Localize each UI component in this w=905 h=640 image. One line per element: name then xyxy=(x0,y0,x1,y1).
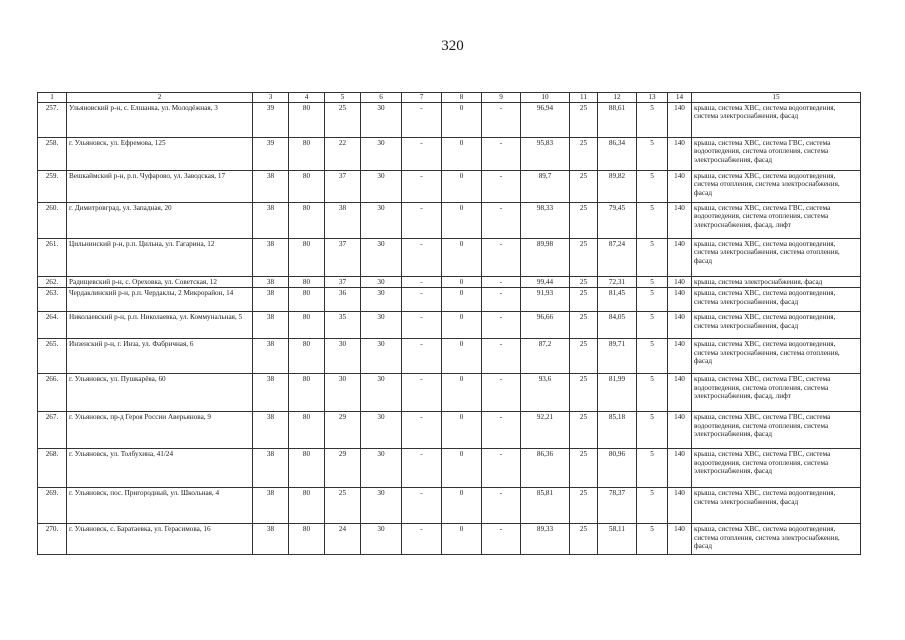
cell-col-5: 37 xyxy=(325,276,361,288)
cell-col-4: 80 xyxy=(289,137,325,170)
cell-col-8: 0 xyxy=(442,524,482,555)
cell-col-9: - xyxy=(482,170,521,202)
cell-col-11: 25 xyxy=(570,137,598,170)
cell-row-number: 263. xyxy=(38,288,67,312)
cell-col-3: 38 xyxy=(253,488,289,524)
cell-address: Чердаклинский р-н, р.п. Чердаклы, 2 Микрорайон, 14 xyxy=(67,288,253,312)
cell-col-12: 84,05 xyxy=(598,312,637,339)
cell-col-4: 80 xyxy=(289,412,325,449)
cell-col-5: 22 xyxy=(325,137,361,170)
cell-col-6: 30 xyxy=(361,102,402,137)
header-cell: 14 xyxy=(668,93,692,103)
cell-col-12: 78,37 xyxy=(598,488,637,524)
cell-col-6: 30 xyxy=(361,312,402,339)
cell-col-3: 39 xyxy=(253,137,289,170)
header-cell: 11 xyxy=(570,93,598,103)
cell-col-14: 140 xyxy=(668,102,692,137)
header-cell: 6 xyxy=(361,93,402,103)
cell-col-9: - xyxy=(482,488,521,524)
cell-address: Николаевский р-н, р.п. Николаевка, ул. Коммунальная, 5 xyxy=(67,312,253,339)
cell-col-3: 38 xyxy=(253,524,289,555)
cell-col-5: 37 xyxy=(325,238,361,276)
cell-col-5: 36 xyxy=(325,288,361,312)
cell-works-list: крыша, система ХВС, система водоотведения, система отопления, система электроснабжения, фасад xyxy=(692,170,861,202)
cell-address: Ульяновский р-н, с. Елшанка, ул. Молодёжная, 3 xyxy=(67,102,253,137)
cell-col-12: 86,34 xyxy=(598,137,637,170)
cell-works-list: крыша, система ХВС, система водоотведения, система электроснабжения, система отопления, фасад xyxy=(692,238,861,276)
cell-col-3: 39 xyxy=(253,102,289,137)
page-number: 320 xyxy=(441,38,464,54)
cell-col-7: - xyxy=(402,102,442,137)
cell-works-list: крыша, система ХВС, система ГВС, система водоотведения, система отопления, система электроснабжения, фасад xyxy=(692,449,861,488)
cell-col-9: - xyxy=(482,202,521,238)
cell-col-13: 5 xyxy=(637,202,668,238)
cell-works-list: крыша, система электроснабжения, фасад xyxy=(692,276,861,288)
cell-col-14: 140 xyxy=(668,238,692,276)
cell-row-number: 266. xyxy=(38,374,67,412)
cell-col-6: 30 xyxy=(361,170,402,202)
cell-col-8: 0 xyxy=(442,276,482,288)
cell-col-3: 38 xyxy=(253,238,289,276)
cell-col-8: 0 xyxy=(442,412,482,449)
cell-col-13: 5 xyxy=(637,312,668,339)
cell-col-10: 85,81 xyxy=(521,488,570,524)
cell-col-5: 30 xyxy=(325,339,361,374)
header-cell: 4 xyxy=(289,93,325,103)
cell-col-3: 38 xyxy=(253,374,289,412)
cell-works-list: крыша, система ХВС, система водоотведения, система электроснабжения, фасад xyxy=(692,488,861,524)
cell-col-13: 5 xyxy=(637,524,668,555)
cell-works-list: крыша, система ХВС, система водоотведения, система отопления, система электроснабжения, фасад xyxy=(692,524,861,555)
cell-col-11: 25 xyxy=(570,312,598,339)
cell-col-12: 81,99 xyxy=(598,374,637,412)
cell-col-4: 80 xyxy=(289,202,325,238)
cell-col-10: 87,2 xyxy=(521,339,570,374)
cell-col-7: - xyxy=(402,374,442,412)
cell-col-5: 35 xyxy=(325,312,361,339)
cell-works-list: крыша, система ХВС, система ГВС, система водоотведения, система отопления, система электроснабжения, фасад, лифт xyxy=(692,202,861,238)
cell-address: Радищевский р-н, с. Ореховка, ул. Советская, 12 xyxy=(67,276,253,288)
cell-col-5: 30 xyxy=(325,374,361,412)
cell-col-13: 5 xyxy=(637,488,668,524)
cell-col-10: 89,98 xyxy=(521,238,570,276)
cell-col-5: 25 xyxy=(325,488,361,524)
cell-address: г. Ульяновск, ул. Толбухина, 41/24 xyxy=(67,449,253,488)
table-row xyxy=(38,374,861,412)
header-cell: 8 xyxy=(442,93,482,103)
cell-col-5: 29 xyxy=(325,449,361,488)
header-cell: 2 xyxy=(67,93,253,103)
cell-col-14: 140 xyxy=(668,170,692,202)
cell-col-6: 30 xyxy=(361,202,402,238)
cell-col-9: - xyxy=(482,276,521,288)
cell-row-number: 261. xyxy=(38,238,67,276)
cell-col-10: 99,44 xyxy=(521,276,570,288)
cell-col-12: 89,71 xyxy=(598,339,637,374)
cell-col-6: 30 xyxy=(361,412,402,449)
table-row xyxy=(38,102,861,137)
cell-col-3: 38 xyxy=(253,312,289,339)
cell-col-11: 25 xyxy=(570,412,598,449)
cell-col-13: 5 xyxy=(637,137,668,170)
cell-col-10: 96,66 xyxy=(521,312,570,339)
cell-col-6: 30 xyxy=(361,449,402,488)
cell-row-number: 262. xyxy=(38,276,67,288)
cell-works-list: крыша, система ХВС, система водоотведения, система электроснабжения, фасад xyxy=(692,288,861,312)
cell-col-12: 58,11 xyxy=(598,524,637,555)
cell-address: г. Ульяновск, пр-д Героя России Аверьянова, 9 xyxy=(67,412,253,449)
cell-col-10: 92,21 xyxy=(521,412,570,449)
table-row xyxy=(38,339,861,374)
cell-works-list: крыша, система ХВС, система ГВС, система водоотведения, система отопления, система электроснабжения, фасад, лифт xyxy=(692,374,861,412)
cell-col-3: 38 xyxy=(253,288,289,312)
works-table xyxy=(37,92,861,555)
cell-col-11: 25 xyxy=(570,238,598,276)
cell-col-12: 79,45 xyxy=(598,202,637,238)
cell-address: Инзенский р-н, г. Инза, ул. Фабричная, 6 xyxy=(67,339,253,374)
cell-address: г. Ульяновск, с. Баратаевка, ул. Герасимова, 16 xyxy=(67,524,253,555)
cell-col-12: 87,24 xyxy=(598,238,637,276)
cell-col-6: 30 xyxy=(361,374,402,412)
cell-col-11: 25 xyxy=(570,488,598,524)
cell-col-11: 25 xyxy=(570,374,598,412)
cell-col-9: - xyxy=(482,288,521,312)
cell-col-13: 5 xyxy=(637,276,668,288)
cell-row-number: 269. xyxy=(38,488,67,524)
cell-col-14: 140 xyxy=(668,202,692,238)
cell-col-9: - xyxy=(482,339,521,374)
cell-col-9: - xyxy=(482,449,521,488)
cell-col-14: 140 xyxy=(668,312,692,339)
cell-col-9: - xyxy=(482,238,521,276)
table-body xyxy=(38,93,861,555)
cell-col-4: 80 xyxy=(289,102,325,137)
cell-col-9: - xyxy=(482,412,521,449)
cell-col-6: 30 xyxy=(361,288,402,312)
cell-address: Цильнинский р-н, р.п. Цильна, ул. Гагарина, 12 xyxy=(67,238,253,276)
cell-col-4: 80 xyxy=(289,288,325,312)
cell-col-12: 72,31 xyxy=(598,276,637,288)
cell-col-10: 98,33 xyxy=(521,202,570,238)
cell-col-14: 140 xyxy=(668,488,692,524)
cell-col-14: 140 xyxy=(668,524,692,555)
cell-works-list: крыша, система ХВС, система водоотведения, система электроснабжения, система отопления, фасад xyxy=(692,339,861,374)
header-cell: 9 xyxy=(482,93,521,103)
cell-col-13: 5 xyxy=(637,339,668,374)
table-row xyxy=(38,276,861,288)
cell-col-7: - xyxy=(402,339,442,374)
table-row xyxy=(38,449,861,488)
cell-address: г. Ульяновск, ул. Пушкарёва, 60 xyxy=(67,374,253,412)
cell-col-4: 80 xyxy=(289,374,325,412)
cell-col-7: - xyxy=(402,238,442,276)
cell-col-14: 140 xyxy=(668,288,692,312)
cell-works-list: крыша, система ХВС, система ГВС, система водоотведения, система отопления, система электроснабжения, фасад xyxy=(692,137,861,170)
header-cell: 1 xyxy=(38,93,67,103)
cell-col-12: 89,82 xyxy=(598,170,637,202)
cell-col-7: - xyxy=(402,137,442,170)
header-cell: 13 xyxy=(637,93,668,103)
cell-col-13: 5 xyxy=(637,288,668,312)
header-cell: 7 xyxy=(402,93,442,103)
cell-row-number: 259. xyxy=(38,170,67,202)
cell-row-number: 267. xyxy=(38,412,67,449)
cell-col-6: 30 xyxy=(361,488,402,524)
cell-col-8: 0 xyxy=(442,374,482,412)
cell-address: г. Димитровград, ул. Западная, 20 xyxy=(67,202,253,238)
cell-col-8: 0 xyxy=(442,488,482,524)
cell-col-8: 0 xyxy=(442,288,482,312)
cell-col-11: 25 xyxy=(570,339,598,374)
cell-col-13: 5 xyxy=(637,238,668,276)
cell-col-7: - xyxy=(402,276,442,288)
header-cell: 15 xyxy=(692,93,861,103)
cell-col-6: 30 xyxy=(361,339,402,374)
cell-col-12: 80,96 xyxy=(598,449,637,488)
cell-col-3: 38 xyxy=(253,202,289,238)
cell-col-3: 38 xyxy=(253,170,289,202)
cell-col-4: 80 xyxy=(289,170,325,202)
cell-col-7: - xyxy=(402,312,442,339)
cell-col-7: - xyxy=(402,524,442,555)
cell-col-14: 140 xyxy=(668,137,692,170)
cell-address: г. Ульяновск, пос. Пригородный, ул. Школьная, 4 xyxy=(67,488,253,524)
cell-row-number: 260. xyxy=(38,202,67,238)
cell-col-5: 25 xyxy=(325,102,361,137)
cell-col-8: 0 xyxy=(442,137,482,170)
cell-col-6: 30 xyxy=(361,137,402,170)
cell-col-5: 29 xyxy=(325,412,361,449)
cell-col-8: 0 xyxy=(442,312,482,339)
cell-col-6: 30 xyxy=(361,238,402,276)
cell-col-10: 93,6 xyxy=(521,374,570,412)
cell-col-4: 80 xyxy=(289,488,325,524)
cell-col-3: 38 xyxy=(253,276,289,288)
cell-col-13: 5 xyxy=(637,170,668,202)
cell-col-4: 80 xyxy=(289,449,325,488)
cell-col-6: 30 xyxy=(361,276,402,288)
cell-col-5: 24 xyxy=(325,524,361,555)
cell-col-14: 140 xyxy=(668,276,692,288)
cell-col-12: 88,61 xyxy=(598,102,637,137)
cell-col-7: - xyxy=(402,488,442,524)
cell-col-10: 89,7 xyxy=(521,170,570,202)
cell-col-11: 25 xyxy=(570,449,598,488)
cell-row-number: 265. xyxy=(38,339,67,374)
cell-col-7: - xyxy=(402,412,442,449)
cell-col-8: 0 xyxy=(442,238,482,276)
cell-col-8: 0 xyxy=(442,449,482,488)
cell-col-4: 80 xyxy=(289,339,325,374)
cell-col-9: - xyxy=(482,102,521,137)
cell-works-list: крыша, система ХВС, система водоотведения, система электроснабжения, фасад xyxy=(692,312,861,339)
cell-col-4: 80 xyxy=(289,276,325,288)
cell-col-8: 0 xyxy=(442,339,482,374)
cell-col-14: 140 xyxy=(668,449,692,488)
header-cell: 10 xyxy=(521,93,570,103)
cell-col-13: 5 xyxy=(637,449,668,488)
cell-col-8: 0 xyxy=(442,102,482,137)
table-row xyxy=(38,238,861,276)
cell-address: г. Ульяновск, ул. Ефремова, 125 xyxy=(67,137,253,170)
cell-col-3: 38 xyxy=(253,412,289,449)
cell-col-10: 91,93 xyxy=(521,288,570,312)
table-row xyxy=(38,412,861,449)
cell-col-11: 25 xyxy=(570,276,598,288)
cell-address: Вешкаймский р-н, р.п. Чуфарово, ул. Заводская, 17 xyxy=(67,170,253,202)
table-row xyxy=(38,524,861,555)
cell-col-7: - xyxy=(402,449,442,488)
header-cell: 5 xyxy=(325,93,361,103)
header-cell: 12 xyxy=(598,93,637,103)
table-row xyxy=(38,170,861,202)
cell-col-8: 0 xyxy=(442,202,482,238)
cell-col-3: 38 xyxy=(253,339,289,374)
cell-col-5: 38 xyxy=(325,202,361,238)
table-row xyxy=(38,312,861,339)
cell-col-14: 140 xyxy=(668,412,692,449)
cell-col-11: 25 xyxy=(570,170,598,202)
cell-col-10: 95,83 xyxy=(521,137,570,170)
cell-col-7: - xyxy=(402,170,442,202)
cell-col-14: 140 xyxy=(668,374,692,412)
table-row xyxy=(38,137,861,170)
cell-row-number: 257. xyxy=(38,102,67,137)
cell-col-9: - xyxy=(482,374,521,412)
header-row xyxy=(38,93,861,103)
cell-col-4: 80 xyxy=(289,312,325,339)
cell-col-11: 25 xyxy=(570,524,598,555)
cell-col-7: - xyxy=(402,202,442,238)
cell-col-13: 5 xyxy=(637,102,668,137)
cell-col-6: 30 xyxy=(361,524,402,555)
cell-works-list: крыша, система ХВС, система ГВС, система водоотведения, система отопления, система электроснабжения, фасад xyxy=(692,412,861,449)
cell-col-9: - xyxy=(482,524,521,555)
cell-col-11: 25 xyxy=(570,202,598,238)
cell-col-10: 86,36 xyxy=(521,449,570,488)
cell-col-11: 25 xyxy=(570,102,598,137)
table-row xyxy=(38,488,861,524)
cell-col-9: - xyxy=(482,312,521,339)
cell-col-4: 80 xyxy=(289,238,325,276)
cell-col-12: 85,18 xyxy=(598,412,637,449)
cell-row-number: 270. xyxy=(38,524,67,555)
cell-col-10: 96,94 xyxy=(521,102,570,137)
table-row xyxy=(38,288,861,312)
cell-row-number: 258. xyxy=(38,137,67,170)
cell-col-7: - xyxy=(402,288,442,312)
table-row xyxy=(38,202,861,238)
cell-col-11: 25 xyxy=(570,288,598,312)
cell-col-13: 5 xyxy=(637,374,668,412)
cell-col-3: 38 xyxy=(253,449,289,488)
cell-col-10: 89,33 xyxy=(521,524,570,555)
cell-col-5: 37 xyxy=(325,170,361,202)
cell-col-4: 80 xyxy=(289,524,325,555)
cell-row-number: 268. xyxy=(38,449,67,488)
cell-col-14: 140 xyxy=(668,339,692,374)
cell-col-13: 5 xyxy=(637,412,668,449)
cell-row-number: 264. xyxy=(38,312,67,339)
cell-col-9: - xyxy=(482,137,521,170)
cell-works-list: крыша, система ХВС, система водоотведения, система электроснабжения, фасад xyxy=(692,102,861,137)
cell-col-12: 81,45 xyxy=(598,288,637,312)
cell-col-8: 0 xyxy=(442,170,482,202)
header-cell: 3 xyxy=(253,93,289,103)
